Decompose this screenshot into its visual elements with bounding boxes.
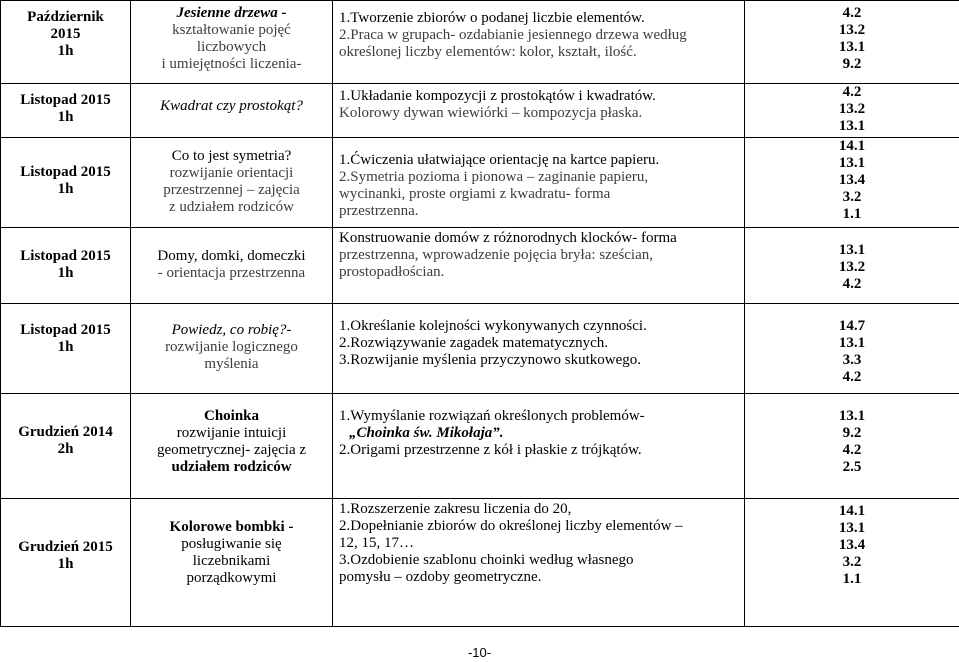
code-value: 13.1 [838, 408, 866, 424]
activities-cell [333, 1, 745, 84]
activity-line: wycinanki, proste orgiami z kwadratu- forma [339, 186, 611, 202]
date-cell [1, 304, 131, 394]
topic-cell [131, 84, 333, 138]
date-month: Listopad 2015 [20, 322, 111, 338]
activity-line: 1.Ćwiczenia ułatwiające orientację na kartce papieru. [339, 152, 660, 168]
date-cell [1, 499, 131, 627]
code-value: 3.3 [842, 352, 862, 368]
table-row [1, 394, 959, 499]
activity-line: 2.Rozwiązywanie zagadek matematycznych. [339, 335, 609, 351]
topic-cell [131, 1, 333, 84]
topic-line: - orientacja przestrzenna [157, 265, 306, 281]
topic-title: Kwadrat czy prostokąt? [160, 98, 303, 114]
topic-title: Powiedz, co robię?- [171, 322, 292, 338]
table-row [1, 499, 959, 627]
code-value: 4.2 [842, 5, 862, 21]
table-row [1, 84, 959, 138]
code-value: 14.1 [838, 138, 866, 154]
topic-cell [131, 228, 333, 304]
activity-line: 1.Tworzenie zbiorów o podanej liczbie elementów. [339, 10, 645, 26]
date-month: Listopad 2015 [20, 248, 111, 264]
activity-line: prostopadłościan. [339, 264, 445, 280]
topic-title: Co to jest symetria? [171, 148, 292, 164]
code-value: 4.2 [842, 84, 862, 100]
code-value: 9.2 [842, 56, 862, 72]
topic-line: rozwijanie logicznego [165, 339, 298, 355]
topic-line: liczbowych [196, 39, 267, 55]
topic-title: Jesienne drzewa - [176, 5, 287, 21]
activity-line: 12, 15, 17… [339, 535, 414, 551]
topic-line: przestrzennej – zajęcia [163, 182, 300, 198]
code-value: 13.2 [838, 259, 866, 275]
topic-line: z udziałem rodziców [169, 199, 294, 215]
topic-line: i umiejętności liczenia- [161, 56, 302, 72]
code-value: 13.1 [838, 118, 866, 134]
topic-line: rozwijanie orientacji [169, 165, 294, 181]
date-hours: 2h [57, 441, 74, 457]
code-value: 3.2 [842, 554, 862, 570]
code-value: 14.7 [838, 318, 866, 334]
date-cell [1, 138, 131, 228]
activity-line: 1.Układanie kompozycji z prostokątów i kwadratów. [339, 88, 656, 104]
code-value: 13.1 [838, 335, 866, 351]
activity-line: przestrzenna. [339, 203, 419, 219]
topic-title: Domy, domki, domeczki [157, 248, 306, 264]
activity-line: Konstruowanie domów z różnorodnych klocków- forma [339, 230, 677, 246]
activity-line: pomysłu – ozdoby geometryczne. [339, 569, 542, 585]
codes-cell [745, 1, 959, 84]
topic-title: Kolorowe bombki - [169, 519, 294, 535]
topic-line: porządkowymi [186, 570, 277, 586]
activities-cell [333, 304, 745, 394]
code-value: 2.5 [842, 459, 862, 475]
code-value: 1.1 [842, 571, 862, 587]
activity-line: 2.Dopełnianie zbiorów do określonej liczby elementów – [339, 518, 683, 534]
table-row [1, 304, 959, 394]
topic-line: geometrycznej- zajęcia z [156, 442, 307, 458]
activities-cell [333, 84, 745, 138]
activity-line: „Choinka św. Mikołaja”. [349, 425, 504, 441]
topic-line: liczebnikami [192, 553, 271, 569]
topic-cell [131, 394, 333, 499]
date-hours: 1h [57, 43, 74, 59]
code-value: 9.2 [842, 425, 862, 441]
activities-cell [333, 138, 745, 228]
code-value: 3.2 [842, 189, 862, 205]
date-cell [1, 84, 131, 138]
topic-cell [131, 138, 333, 228]
topic-line: myślenia [204, 356, 259, 372]
topic-cell [131, 499, 333, 627]
date-cell [1, 228, 131, 304]
code-value: 13.4 [838, 537, 866, 553]
date-month: Grudzień 2015 [18, 539, 113, 555]
activity-line: 2.Symetria pozioma i pionowa – zaginanie papieru, [339, 169, 649, 185]
code-value: 13.1 [838, 242, 866, 258]
topic-title: Choinka [203, 408, 260, 424]
topic-line: kształtowanie pojęć [172, 22, 291, 38]
date-hours: 1h [57, 109, 74, 125]
codes-cell [745, 304, 959, 394]
table-row [1, 1, 959, 84]
date-hours: 1h [57, 181, 74, 197]
date-month: Październik [27, 9, 104, 25]
date-hours: 1h [57, 339, 74, 355]
code-value: 13.4 [838, 172, 866, 188]
codes-cell [745, 499, 959, 627]
code-value: 4.2 [842, 442, 862, 458]
activity-line: 1.Określanie kolejności wykonywanych czynności. [339, 318, 647, 334]
date-cell [1, 394, 131, 499]
date-month: Listopad 2015 [20, 92, 111, 108]
topic-cell [131, 304, 333, 394]
page-number: -10- [467, 645, 492, 660]
activities-cell [333, 499, 745, 627]
topic-line: posługiwanie się [181, 536, 282, 552]
date-cell [1, 1, 131, 84]
activities-cell [333, 394, 745, 499]
activity-line: przestrzenna, wprowadzenie pojęcia bryła: sześcian, [339, 247, 654, 263]
activity-line: 2.Praca w grupach- ozdabianie jesiennego drzewa według [339, 27, 687, 43]
code-value: 4.2 [842, 369, 862, 385]
activity-line: 1.Wymyślanie rozwiązań określonych problemów- [339, 408, 645, 424]
activity-line: 3.Ozdobienie szablonu choinki według własnego [339, 552, 634, 568]
date-hours: 1h [57, 265, 74, 281]
activity-line: 1.Rozszerzenie zakresu liczenia do 20, [339, 501, 572, 517]
code-value: 1.1 [842, 206, 862, 222]
code-value: 4.2 [842, 276, 862, 292]
codes-cell [745, 84, 959, 138]
code-value: 13.2 [838, 22, 866, 38]
date-month: Listopad 2015 [20, 164, 111, 180]
topic-line: rozwijanie intuicji [176, 425, 287, 441]
activity-line: określonej liczby elementów: kolor, kształt, ilość. [339, 44, 637, 60]
table-row [1, 228, 959, 304]
activity-line: Kolorowy dywan wiewiórki – kompozycja płaska. [339, 105, 643, 121]
code-value: 13.2 [838, 101, 866, 117]
table-row [1, 138, 959, 228]
activity-line: 3.Rozwijanie myślenia przyczynowo skutkowego. [339, 352, 642, 368]
codes-cell [745, 138, 959, 228]
codes-cell [745, 228, 959, 304]
topic-line: udziałem rodziców [171, 459, 292, 475]
date-month: Grudzień 2014 [18, 424, 113, 440]
codes-cell [745, 394, 959, 499]
code-value: 14.1 [838, 503, 866, 519]
activities-cell [333, 228, 745, 304]
code-value: 13.1 [838, 39, 866, 55]
date-hours: 1h [57, 556, 74, 572]
date-year: 2015 [50, 26, 81, 42]
activity-line: 2.Origami przestrzenne z kół i płaskie z trójkątów. [339, 442, 642, 458]
code-value: 13.1 [838, 155, 866, 171]
code-value: 13.1 [838, 520, 866, 536]
